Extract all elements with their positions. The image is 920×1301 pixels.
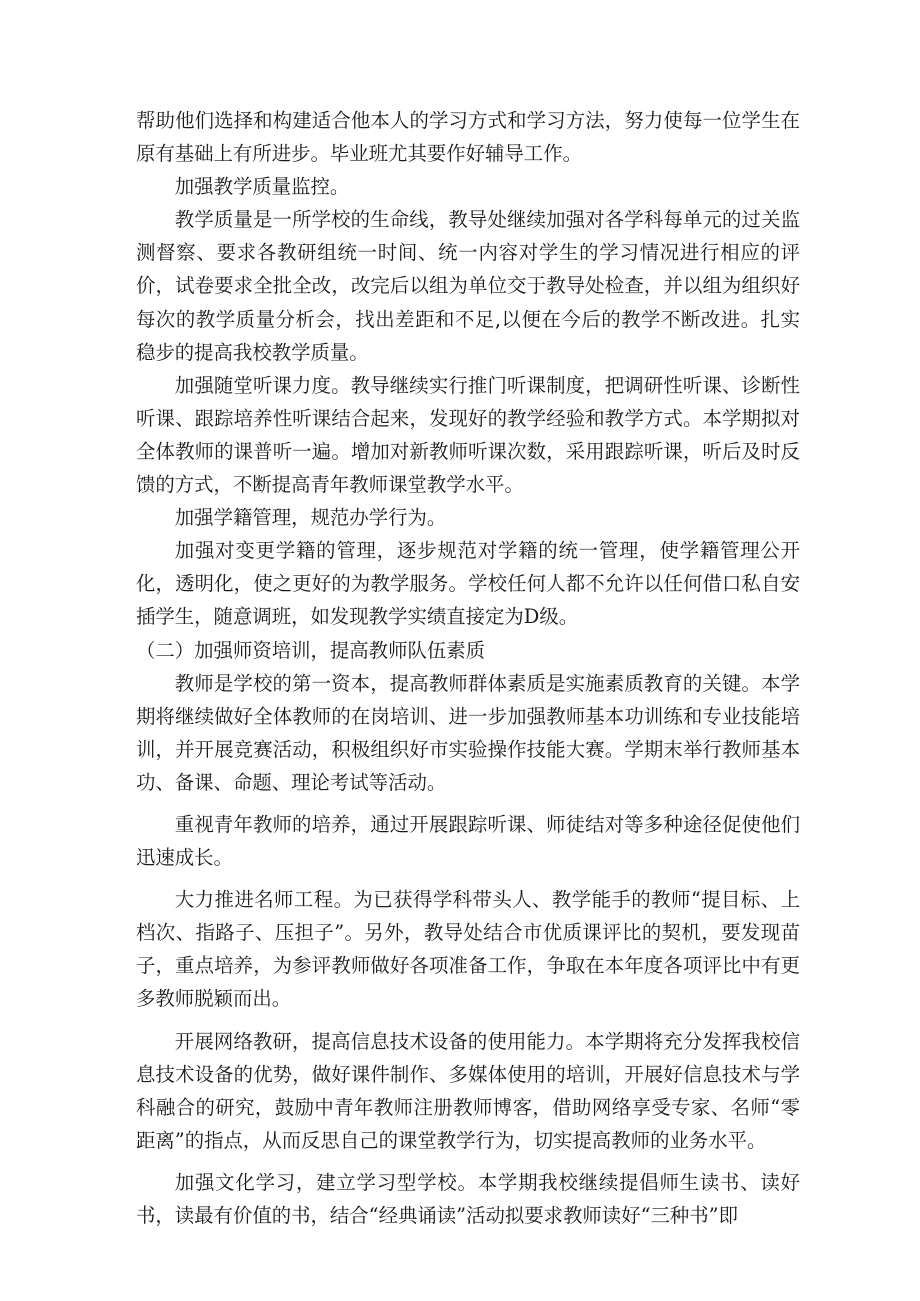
paragraph-continuation: 帮助他们选择和构建适合他本人的学习方式和学习方法，努力使每一位学生在原有基础上有所进步。毕业班尤其要作好辅导工作。 (136, 109, 800, 166)
paragraph-enrollment: 加强对变更学籍的管理，逐步规范对学籍的统一管理，使学籍管理公开化，透明化，使之更好的为教学服务。学校任何人都不允许以任何借口私自安插学生，随意调班，如发现教学实绩直接定为D级。 (136, 539, 800, 629)
paragraph-teacher-training: 教师是学校的第一资本，提高教师群体素质是实施素质教育的关键。本学期将继续做好全体教师的在岗培训、进一步加强教师基本功训练和专业技能培训，并开展竞赛活动，积极组织好市实验操作技能大赛。学期末举行教师基本功、备课、命题、理论考试等活动。 (136, 671, 800, 794)
paragraph-heading-quality-monitoring: 加强教学质量监控。 (174, 175, 350, 199)
paragraph-classroom-observation: 加强随堂听课力度。教导继续实行推门听课制度，把调研性听课、诊断性听课、跟踪培养性听课结合起来，发现好的教学经验和教学方式。本学期拟对全体教师的课普听一遍。增加对新教师听课次数，采用跟踪听课，听后及时反馈的方式，不断提高青年教师课堂教学水平。 (136, 373, 800, 497)
section-heading-teacher-training: （二）加强师资培训，提高教师队伍素质 (136, 638, 486, 662)
paragraph-online-research: 开展网络教研，提高信息技术设备的使用能力。本学期将充分发挥我校信息技术设备的优势，做好课件制作、多媒体使用的培训，开展好信息技术与学科融合的研究，鼓励中青年教师注册教师博客，借助网络享受专家、名师“零距离”的指点，从而反思自己的课堂教学行为，切实提高教师的业务水平。 (136, 1029, 800, 1152)
paragraph-heading-enrollment: 加强学籍管理，规范办学行为。 (174, 506, 447, 530)
paragraph-young-teachers: 重视青年教师的培养，通过开展跟踪听课、师徒结对等多种途径促使他们迅速成长。 (136, 812, 800, 870)
paragraph-famous-teacher-project: 大力推进名师工程。为已获得学科带头人、教学能手的教师“提目标、上档次、指路子、压担子”。另外，教导处结合市优质课评比的契机，要发现苗子，重点培养，为参评教师做好各项准备工作，争取在本年度各项评比中有更多教师脱颖而出。 (136, 888, 800, 1011)
paragraph-quality-monitoring: 教学质量是一所学校的生命线，教导处继续加强对各学科每单元的过关监测督察、要求各教研组统一时间、统一内容对学生的学习情况进行相应的评价，试卷要求全批全改，改完后以组为单位交于教导处检查，并以组为组织好每次的教学质量分析会，找出差距和不足,以便在今后的教学不断改进。扎实稳步的提高我校教学质量。 (136, 208, 800, 364)
paragraph-cultural-learning: 加强文化学习，建立学习型学校。本学期我校继续提倡师生读书、读好书，读最有价值的书，结合“经典诵读”活动拟要求教师读好“三种书”即 (136, 1170, 800, 1227)
document-body (136, 104, 800, 1232)
